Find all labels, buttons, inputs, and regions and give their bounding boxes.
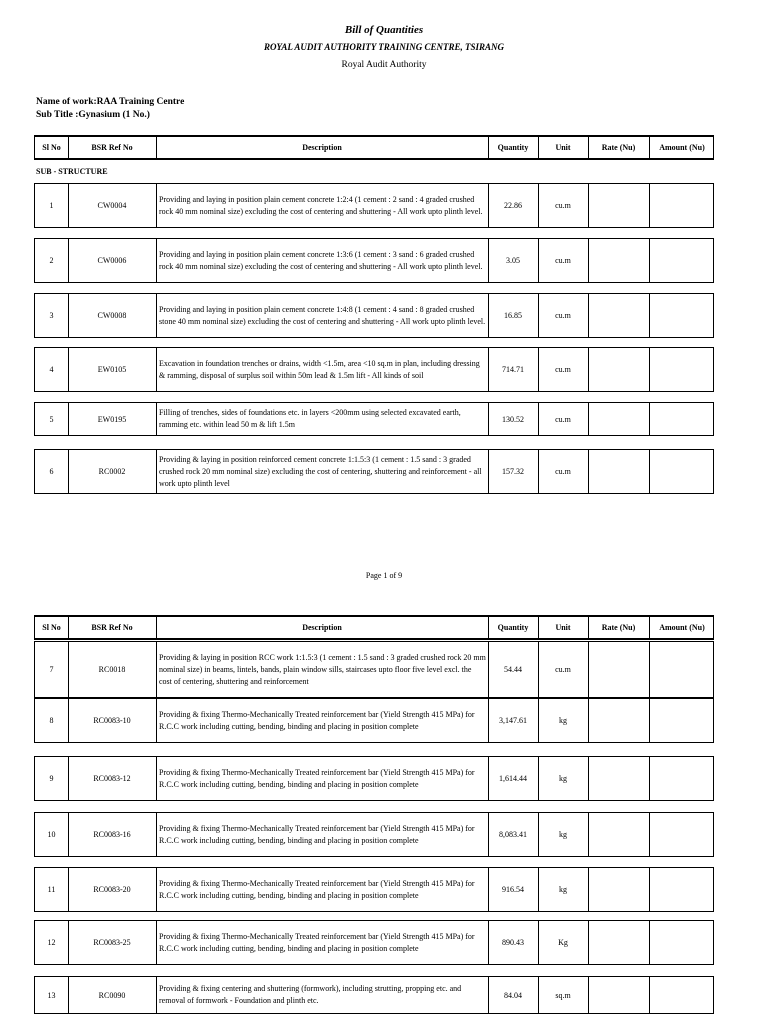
row-rate <box>588 239 649 282</box>
column-divider <box>588 239 589 282</box>
column-divider <box>68 137 69 158</box>
row-unit: cu.m <box>555 467 571 476</box>
row-sl: 1 <box>49 201 54 210</box>
row-qty: 890.43 <box>502 938 524 947</box>
row-sl: 2 <box>49 256 54 265</box>
row-unit: kg <box>559 830 567 839</box>
column-divider <box>538 813 539 856</box>
table-header-row <box>34 135 714 160</box>
row-ref: RC0090 <box>98 990 126 1000</box>
table-row <box>34 867 714 912</box>
column-divider <box>649 450 650 493</box>
row-ref: RC0083-25 <box>93 938 131 947</box>
column-divider <box>488 403 489 435</box>
row-amount <box>649 239 715 282</box>
row-desc: Providing & fixing Thermo-Mechanically Treated reinforcement bar (Yield Strength 415 MPa) for R.C.C work including cutting, bending, binding and placing in position complete <box>159 823 475 845</box>
row-amount <box>649 757 715 800</box>
row-amount <box>649 450 715 493</box>
column-divider <box>649 348 650 391</box>
column-divider <box>488 921 489 964</box>
table-header-row <box>34 615 714 640</box>
header-ref: BSR Ref No <box>91 143 133 152</box>
column-divider <box>488 184 489 227</box>
row-unit: Kg <box>558 938 568 947</box>
header-rate: Rate (Nu) <box>601 143 636 152</box>
column-divider <box>538 450 539 493</box>
column-divider <box>68 184 69 227</box>
row-ref: RC0083-20 <box>93 885 131 894</box>
row-sl: 4 <box>49 365 54 374</box>
row-unit: kg <box>559 716 567 725</box>
column-divider <box>156 137 157 158</box>
table-row <box>34 183 714 228</box>
column-divider <box>488 699 489 742</box>
row-qty: 54.44 <box>504 665 522 674</box>
row-rate <box>588 699 649 742</box>
column-divider <box>488 348 489 391</box>
header-qty: Quantity <box>497 623 529 632</box>
column-divider <box>156 699 157 742</box>
row-rate <box>588 294 649 337</box>
column-divider <box>156 757 157 800</box>
column-divider <box>68 617 69 638</box>
row-sl: 11 <box>47 885 56 894</box>
row-ref: EW0195 <box>97 414 127 424</box>
page-footer: Page 1 of 9 <box>365 571 403 580</box>
column-divider <box>68 239 69 282</box>
column-divider <box>649 977 650 1013</box>
table-row <box>34 698 714 743</box>
column-divider <box>588 921 589 964</box>
row-amount <box>649 348 715 391</box>
column-divider <box>538 137 539 158</box>
column-divider <box>156 184 157 227</box>
column-divider <box>588 977 589 1013</box>
row-rate <box>588 348 649 391</box>
header-amount: Amount (Nu) <box>659 143 705 152</box>
row-ref: CW0006 <box>97 256 127 265</box>
row-unit: cu.m <box>555 256 571 265</box>
row-desc: Providing & fixing centering and shuttering (formwork), including strutting, propping etc. and removal of formwork - Foundation and plinth etc. <box>159 984 462 1005</box>
row-qty: 3.05 <box>506 256 520 265</box>
column-divider <box>68 977 69 1013</box>
row-amount <box>649 642 715 697</box>
client-name: Royal Audit Authority <box>341 60 427 70</box>
column-divider <box>538 977 539 1013</box>
row-sl: 9 <box>49 774 54 783</box>
column-divider <box>156 921 157 964</box>
row-qty: 84.04 <box>504 990 522 1000</box>
row-rate <box>588 868 649 911</box>
row-rate <box>588 813 649 856</box>
column-divider <box>649 137 650 158</box>
row-unit: cu.m <box>555 201 571 210</box>
row-unit: cu.m <box>555 414 571 424</box>
row-amount <box>649 403 715 435</box>
column-divider <box>649 294 650 337</box>
column-divider <box>156 403 157 435</box>
column-divider <box>649 699 650 742</box>
row-rate <box>588 450 649 493</box>
column-divider <box>649 757 650 800</box>
column-divider <box>156 617 157 638</box>
row-unit: cu.m <box>555 311 571 320</box>
row-desc: Providing and laying in position plain cement concrete 1:2:4 (1 cement : 2 sand : 4 graded crushed rock 40 mm nominal size) excluding the cost of centering and shuttering - All work upto plinth level. <box>159 194 483 216</box>
column-divider <box>68 813 69 856</box>
document-title: Bill of Quantities <box>344 24 424 36</box>
column-divider <box>156 239 157 282</box>
column-divider <box>649 642 650 697</box>
row-desc: Providing & fixing Thermo-Mechanically Treated reinforcement bar (Yield Strength 415 MPa) for R.C.C work including cutting, bending, binding and placing in position complete <box>159 878 475 900</box>
header-qty: Quantity <box>497 143 529 152</box>
row-unit: sq.m <box>555 990 571 1000</box>
column-divider <box>68 642 69 697</box>
column-divider <box>68 450 69 493</box>
name-of-work: Name of work:RAA Training Centre <box>36 97 185 107</box>
row-ref: RC0083-16 <box>93 830 131 839</box>
row-rate <box>588 977 649 1013</box>
column-divider <box>649 921 650 964</box>
row-sl: 12 <box>47 938 56 947</box>
section-heading: SUB - STRUCTURE <box>36 167 108 176</box>
table-row <box>34 238 714 283</box>
column-divider <box>488 868 489 911</box>
row-amount <box>649 294 715 337</box>
column-divider <box>488 137 489 158</box>
row-unit: kg <box>559 774 567 783</box>
row-amount <box>649 813 715 856</box>
header-desc: Description <box>302 623 342 632</box>
row-desc: Filling of trenches, sides of foundations etc. in layers <200mm using selected excavated earth, ramming etc. within lead 50 m & lift 1.5m <box>159 408 461 429</box>
row-amount <box>649 977 715 1013</box>
row-rate <box>588 403 649 435</box>
column-divider <box>488 813 489 856</box>
row-ref: RC0083-12 <box>93 774 131 783</box>
row-qty: 8,083.41 <box>499 830 527 839</box>
column-divider <box>68 921 69 964</box>
row-sl: 8 <box>49 716 54 725</box>
column-divider <box>649 617 650 638</box>
row-unit: cu.m <box>555 665 571 674</box>
organization-name: ROYAL AUDIT AUTHORITY TRAINING CENTRE, TSIRANG <box>263 42 505 52</box>
row-qty: 157.32 <box>502 467 524 476</box>
column-divider <box>588 617 589 638</box>
column-divider <box>649 813 650 856</box>
row-rate <box>588 921 649 964</box>
row-ref: RC0002 <box>98 467 126 476</box>
header-ref: BSR Ref No <box>91 623 133 632</box>
column-divider <box>68 868 69 911</box>
row-desc: Providing & laying in position RCC work 1:1.5:3 (1 cement : 1.5 sand : 3 graded crushed rock 20 mm nominal size) in beams, lintels, bands, plain window sills, staircases upto floor five level excl. the cost of centering, shuttering and reinforcement <box>159 652 486 686</box>
column-divider <box>538 617 539 638</box>
column-divider <box>488 977 489 1013</box>
row-ref: RC0083-10 <box>93 716 131 725</box>
column-divider <box>156 348 157 391</box>
column-divider <box>649 868 650 911</box>
column-divider <box>538 294 539 337</box>
row-qty: 22.86 <box>504 201 522 210</box>
column-divider <box>588 137 589 158</box>
header-amount: Amount (Nu) <box>659 623 705 632</box>
column-divider <box>538 921 539 964</box>
column-divider <box>588 813 589 856</box>
column-divider <box>68 294 69 337</box>
table-row <box>34 920 714 965</box>
row-rate <box>588 642 649 697</box>
row-desc: Providing & laying in position reinforced cement concrete 1:1.5:3 (1 cement : 1.5 sand : 3 graded crushed rock 20 mm nominal size) excluding the cost of centering, shuttering and reinforcement - all work upto plinth level <box>159 454 482 488</box>
column-divider <box>649 184 650 227</box>
row-qty: 916.54 <box>502 885 524 894</box>
row-rate <box>588 757 649 800</box>
column-divider <box>156 813 157 856</box>
column-divider <box>588 868 589 911</box>
row-desc: Providing and laying in position plain cement concrete 1:3:6 (1 cement : 3 sand : 6 graded crushed rock 40 mm nominal size) excluding the cost of centering and shuttering - All work upto plinth level. <box>159 249 483 271</box>
header-rate: Rate (Nu) <box>601 623 636 632</box>
column-divider <box>156 294 157 337</box>
column-divider <box>588 450 589 493</box>
table-row <box>34 976 714 1014</box>
table-row <box>34 812 714 857</box>
row-sl: 13 <box>47 990 56 1000</box>
row-qty: 16.85 <box>504 311 522 320</box>
column-divider <box>538 184 539 227</box>
row-ref: CW0004 <box>97 201 127 210</box>
row-ref: EW0105 <box>97 365 127 374</box>
row-amount <box>649 184 715 227</box>
row-qty: 130.52 <box>502 414 524 424</box>
row-amount <box>649 921 715 964</box>
column-divider <box>488 450 489 493</box>
column-divider <box>538 699 539 742</box>
row-desc: Providing and laying in position plain cement concrete 1:4:8 (1 cement : 4 sand : 8 graded crushed stone 40 mm nominal size) excluding the cost of centering and shuttering - All work upto plinth level. <box>159 304 486 326</box>
row-sl: 5 <box>49 414 54 424</box>
row-qty: 1,614.44 <box>499 774 527 783</box>
sub-title: Sub Title :Gynasium (1 No.) <box>36 110 150 120</box>
column-divider <box>588 348 589 391</box>
column-divider <box>488 617 489 638</box>
column-divider <box>588 294 589 337</box>
table-row <box>34 347 714 392</box>
column-divider <box>156 868 157 911</box>
table-row <box>34 449 714 494</box>
row-desc: Providing & fixing Thermo-Mechanically Treated reinforcement bar (Yield Strength 415 MPa) for R.C.C work including cutting, bending, binding and placing in position complete <box>159 709 475 731</box>
header-desc: Description <box>302 143 342 152</box>
row-ref: CW0008 <box>97 311 127 320</box>
column-divider <box>488 294 489 337</box>
header-sl: Sl No <box>42 623 61 632</box>
row-desc: Providing & fixing Thermo-Mechanically Treated reinforcement bar (Yield Strength 415 MPa) for R.C.C work including cutting, bending, binding and placing in position complete <box>159 767 475 789</box>
row-desc: Excavation in foundation trenches or drains, width <1.5m, area <10 sq.m in plan, including dressing & ramming, disposal of surplus soil within 50m lead & 1.5m lift - All kinds of soil <box>159 358 480 380</box>
header-unit: Unit <box>555 623 571 632</box>
column-divider <box>538 239 539 282</box>
table-row <box>34 756 714 801</box>
row-sl: 3 <box>49 311 54 320</box>
column-divider <box>488 239 489 282</box>
column-divider <box>588 757 589 800</box>
column-divider <box>68 348 69 391</box>
row-unit: cu.m <box>555 365 571 374</box>
column-divider <box>156 450 157 493</box>
row-rate <box>588 184 649 227</box>
row-sl: 7 <box>49 665 54 674</box>
row-amount <box>649 699 715 742</box>
column-divider <box>588 403 589 435</box>
column-divider <box>538 757 539 800</box>
column-divider <box>588 184 589 227</box>
column-divider <box>588 699 589 742</box>
row-sl: 10 <box>47 830 56 839</box>
column-divider <box>649 403 650 435</box>
column-divider <box>538 348 539 391</box>
column-divider <box>588 642 589 697</box>
column-divider <box>649 239 650 282</box>
table-row <box>34 641 714 698</box>
table-row <box>34 293 714 338</box>
row-ref: RC0018 <box>98 665 126 674</box>
row-amount <box>649 868 715 911</box>
column-divider <box>538 642 539 697</box>
column-divider <box>68 757 69 800</box>
column-divider <box>538 403 539 435</box>
row-desc: Providing & fixing Thermo-Mechanically Treated reinforcement bar (Yield Strength 415 MPa) for R.C.C work including cutting, bending, binding and placing in position complete <box>159 931 475 953</box>
column-divider <box>68 403 69 435</box>
row-unit: kg <box>559 885 567 894</box>
row-sl: 6 <box>49 467 54 476</box>
column-divider <box>156 977 157 1013</box>
header-unit: Unit <box>555 143 571 152</box>
row-qty: 3,147.61 <box>499 716 527 725</box>
column-divider <box>68 699 69 742</box>
column-divider <box>488 757 489 800</box>
column-divider <box>538 868 539 911</box>
column-divider <box>156 642 157 697</box>
column-divider <box>488 642 489 697</box>
row-qty: 714.71 <box>502 365 524 374</box>
header-sl: Sl No <box>42 143 61 152</box>
table-row <box>34 402 714 436</box>
